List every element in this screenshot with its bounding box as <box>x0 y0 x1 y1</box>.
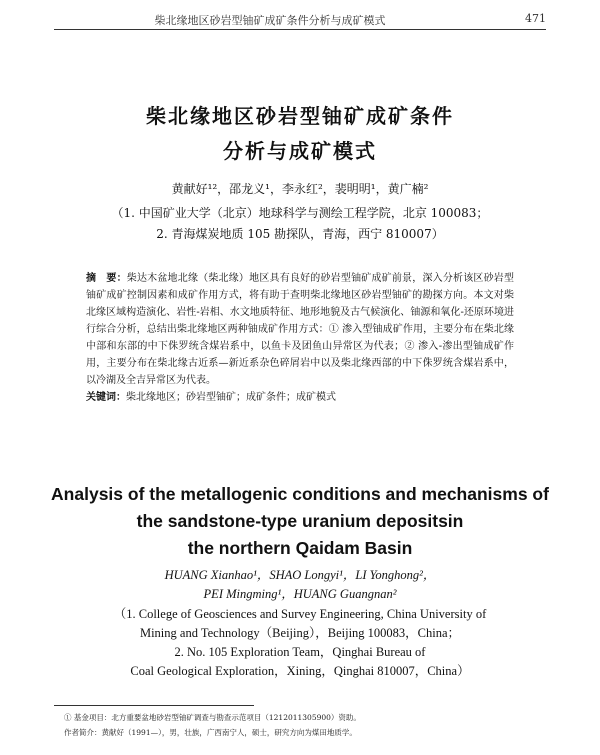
footnote-author-bio: 作者简介：黄献好（1991—），男，壮族，广西南宁人，硕士，研究方向为煤田地质学。 <box>64 728 357 737</box>
affiliation-en-1: （1. College of Geosciences and Survey Engineering, China University of <box>113 607 487 621</box>
authors-en-line1: HUANG Xianhao¹，SHAO Longyi¹，LI Yonghong²， <box>164 568 436 582</box>
affiliation-en-2: Mining and Technology（Beijing），Beijing 100083，China； <box>139 626 461 640</box>
page-number: 471 <box>525 12 546 25</box>
footnote-funding: ① 基金项目：北方重要盆地砂岩型铀矿调查与勘查示范项目（1212011305900）资助。 <box>64 713 361 722</box>
abstract-text: 柴达木盆地北缘（柴北缘）地区具有良好的砂岩型铀矿成矿前景，深入分析该区砂岩型铀矿成矿控制因素和成矿作用方式，将有助于查明柴北缘地区砂岩型铀矿的勘探方向。本文对柴北缘区域构造演化、岩性-岩相、水文地质特征、地形地貌及古气候演化、铀源和氧化-还原环境进行综合分析，总结出柴北缘地区两种铀成矿作用方式：① 渗入型铀成矿作用，主要分布在柴北缘中部和东部的中下侏罗统含煤岩系中，以鱼卡及团鱼山异常区为代表；② 渗入-渗出型铀成矿作用，主要分布在柴北缘古近系—新近系杂色碎屑岩中以及柴北缘西部的中下侏罗统含煤岩系中，以冷湖及全吉异常区为代表。 <box>86 273 515 386</box>
affiliation-en-3: 2. No. 105 Exploration Team，Qinghai Bureau of <box>174 645 426 659</box>
title-en-line3: the northern Qaidam Basin <box>187 538 413 558</box>
title-cn-line1: 柴北缘地区砂岩型铀矿成矿条件 <box>146 104 454 128</box>
affiliation-en-4: Coal Geological Exploration，Xining，Qinghai 810007，China） <box>130 664 470 678</box>
footnote-rule <box>54 705 254 706</box>
title-en-line1: Analysis of the metallogenic conditions and mechanisms of <box>51 484 549 504</box>
header-rule <box>54 29 546 30</box>
title-en-line2: the sandstone-type uranium depositsin <box>136 511 464 531</box>
running-header-title: 柴北缘地区砂岩型铀矿成矿条件分析与成矿模式 <box>154 14 386 27</box>
authors-cn: 黄献好¹²，邵龙义¹，李永红²，裴明明¹，黄广楠² <box>171 182 429 196</box>
abstract-cn <box>86 270 514 406</box>
keywords-text: 柴北缘地区；砂岩型铀矿；成矿条件；成矿模式 <box>126 392 336 403</box>
affiliation-cn-2: 2. 青海煤炭地质 105 勘探队，青海，西宁 810007） <box>156 227 444 241</box>
abstract-label: 摘 要： <box>86 273 127 284</box>
affiliation-cn-1: （1. 中国矿业大学（北京）地球科学与测绘工程学院，北京 100083； <box>111 206 489 220</box>
keywords-label: 关键词： <box>86 392 126 403</box>
title-cn-line2: 分析与成矿模式 <box>223 139 377 163</box>
authors-en-line2: PEI Mingming¹，HUANG Guangnan² <box>203 587 397 601</box>
